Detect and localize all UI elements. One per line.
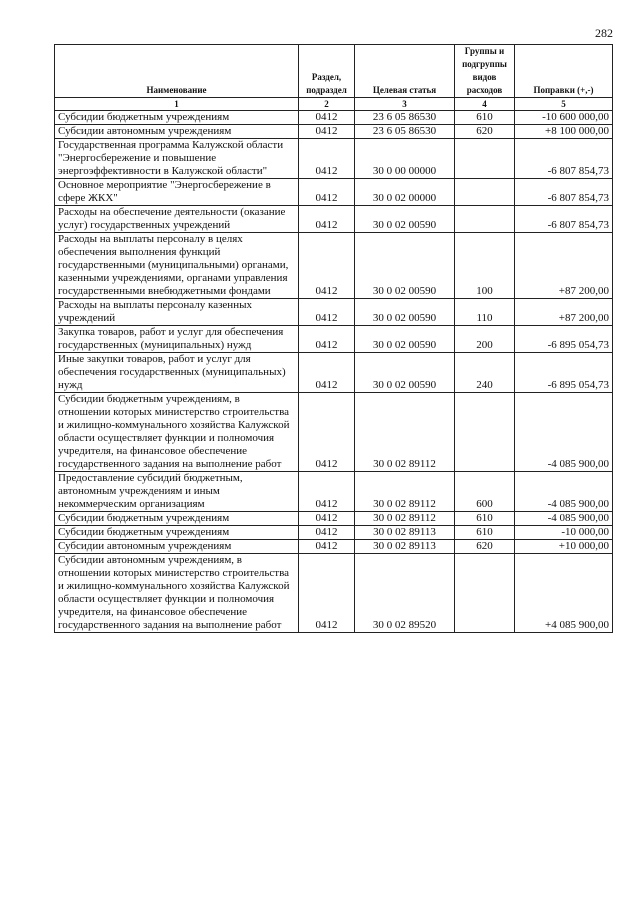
table-row [55, 526, 613, 540]
row-section: 0412 [299, 299, 355, 326]
row-name: Государственная программа Калужской области "Энергосбережение и повышение энергоэффективности в Калужской области" [55, 139, 299, 179]
row-name: Субсидии бюджетным учреждениям [55, 526, 299, 540]
row-name: Субсидии бюджетным учреждениям [55, 512, 299, 526]
row-amount: +8 100 000,00 [515, 125, 613, 139]
row-name: Предоставление субсидий бюджетным, автономным учреждениям и иным некоммерческим организациям [55, 472, 299, 512]
row-group [455, 206, 515, 233]
row-group: 610 [455, 111, 515, 125]
row-section: 0412 [299, 512, 355, 526]
table-row [55, 326, 613, 353]
row-amount: -6 807 854,73 [515, 139, 613, 179]
row-name: Субсидии автономным учреждениям [55, 540, 299, 554]
table-row [55, 540, 613, 554]
row-section: 0412 [299, 540, 355, 554]
row-group: 600 [455, 472, 515, 512]
row-group: 240 [455, 353, 515, 393]
row-name: Расходы на обеспечение деятельности (оказание услуг) государственных учреждений [55, 206, 299, 233]
row-section: 0412 [299, 326, 355, 353]
row-name: Закупка товаров, работ и услуг для обеспечения государственных (муниципальных) нужд [55, 326, 299, 353]
row-article: 30 0 02 89520 [355, 554, 455, 633]
row-amount: -4 085 900,00 [515, 393, 613, 472]
header-row [55, 45, 613, 98]
row-amount: -6 807 854,73 [515, 179, 613, 206]
row-section: 0412 [299, 139, 355, 179]
row-amount: -10 600 000,00 [515, 111, 613, 125]
table-row [55, 125, 613, 139]
row-group [455, 179, 515, 206]
column-number: 5 [515, 98, 613, 111]
row-article: 30 0 02 89113 [355, 540, 455, 554]
row-section: 0412 [299, 526, 355, 540]
row-section: 0412 [299, 393, 355, 472]
column-number: 3 [355, 98, 455, 111]
table-row [55, 512, 613, 526]
row-article: 30 0 02 89113 [355, 526, 455, 540]
row-section: 0412 [299, 233, 355, 299]
row-article: 30 0 02 00590 [355, 233, 455, 299]
row-amount: -6 895 054,73 [515, 353, 613, 393]
row-article: 30 0 02 89112 [355, 393, 455, 472]
row-amount: -4 085 900,00 [515, 472, 613, 512]
row-article: 30 0 02 00590 [355, 206, 455, 233]
row-name: Субсидии автономным учреждениям, в отношении которых министерство строительства и жилищно-коммунального хозяйства Калужской области осуществляет функции и полномочия учредителя, на финансовое обеспечение государственного задания на выполнение работ [55, 554, 299, 633]
header-name: Наименование [55, 45, 299, 98]
header-groups: Группы и подгруппы видов расходов [455, 45, 515, 98]
budget-amendments-table [54, 44, 613, 633]
row-section: 0412 [299, 554, 355, 633]
row-amount: -4 085 900,00 [515, 512, 613, 526]
row-group [455, 139, 515, 179]
row-group [455, 554, 515, 633]
table-row [55, 139, 613, 179]
row-article: 30 0 02 00590 [355, 353, 455, 393]
table-row [55, 472, 613, 512]
row-article: 30 0 02 00590 [355, 299, 455, 326]
column-number: 2 [299, 98, 355, 111]
table-row [55, 206, 613, 233]
column-number: 4 [455, 98, 515, 111]
row-name: Основное мероприятие "Энергосбережение в сфере ЖКХ" [55, 179, 299, 206]
column-number: 1 [55, 98, 299, 111]
row-name: Субсидии бюджетным учреждениям, в отношении которых министерство строительства и жилищно-коммунального хозяйства Калужской области осуществляет функции и полномочия учредителя, на финансовое обеспечение государственного задания на выполнение работ [55, 393, 299, 472]
row-group [455, 393, 515, 472]
row-amount: +87 200,00 [515, 299, 613, 326]
row-group: 110 [455, 299, 515, 326]
row-amount: +10 000,00 [515, 540, 613, 554]
table-row [55, 299, 613, 326]
row-section: 0412 [299, 206, 355, 233]
row-name: Субсидии бюджетным учреждениям [55, 111, 299, 125]
row-group: 610 [455, 512, 515, 526]
row-section: 0412 [299, 472, 355, 512]
row-section: 0412 [299, 111, 355, 125]
row-name: Расходы на выплаты персоналу казенных учреждений [55, 299, 299, 326]
row-group: 620 [455, 540, 515, 554]
table-row [55, 233, 613, 299]
row-article: 23 6 05 86530 [355, 125, 455, 139]
header-section: Раздел, подраздел [299, 45, 355, 98]
table-row [55, 393, 613, 472]
header-article: Целевая статья [355, 45, 455, 98]
row-section: 0412 [299, 353, 355, 393]
header-amendments: Поправки (+,-) [515, 45, 613, 98]
row-article: 30 0 02 89112 [355, 512, 455, 526]
row-article: 30 0 02 00000 [355, 179, 455, 206]
row-name: Иные закупки товаров, работ и услуг для обеспечения государственных (муниципальных) нужд [55, 353, 299, 393]
row-name: Субсидии автономным учреждениям [55, 125, 299, 139]
row-amount: +4 085 900,00 [515, 554, 613, 633]
page-number: 282 [595, 26, 613, 40]
row-group: 100 [455, 233, 515, 299]
row-article: 30 0 02 00590 [355, 326, 455, 353]
row-name: Расходы на выплаты персоналу в целях обеспечения выполнения функций государственными (муниципальными) органами, казенными учреждениями, органами управления государственными внебюджетными фондами [55, 233, 299, 299]
table-row [55, 179, 613, 206]
row-amount: -10 000,00 [515, 526, 613, 540]
row-group: 620 [455, 125, 515, 139]
row-group: 610 [455, 526, 515, 540]
table-row [55, 353, 613, 393]
row-article: 23 6 05 86530 [355, 111, 455, 125]
row-article: 30 0 00 00000 [355, 139, 455, 179]
row-section: 0412 [299, 125, 355, 139]
row-section: 0412 [299, 179, 355, 206]
column-number-row [55, 98, 613, 111]
row-group: 200 [455, 326, 515, 353]
row-amount: +87 200,00 [515, 233, 613, 299]
row-article: 30 0 02 89112 [355, 472, 455, 512]
row-amount: -6 807 854,73 [515, 206, 613, 233]
table-row [55, 111, 613, 125]
table-row [55, 554, 613, 633]
row-amount: -6 895 054,73 [515, 326, 613, 353]
